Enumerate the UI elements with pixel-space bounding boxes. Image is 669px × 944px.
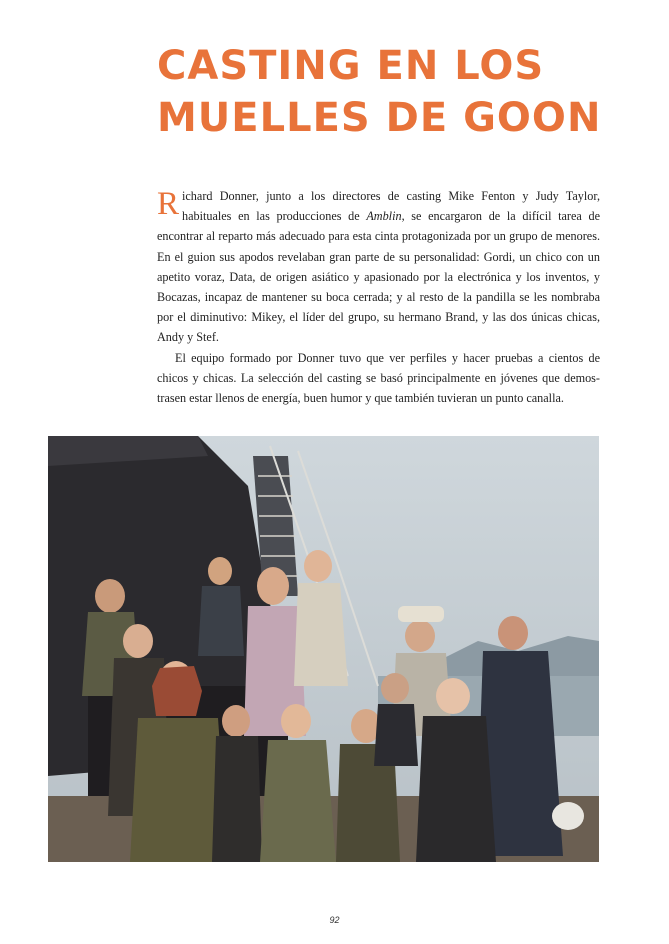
paragraph-1-text-a: ichard Donner, junto a los directores de casting Mike Fenton y Judy Taylor, habituales en las producciones de (182, 189, 600, 224)
drop-cap: R (157, 186, 180, 222)
cast-group-photo (48, 436, 599, 862)
paragraph-1-text-b: , se encargaron de la difícil tarea de encontrar al reparto más adecuado para esta cinta protagonizada por un grupo de menores. En el guion sus apodos revelaban gran parte de su personalidad: Gordi, un chico con un apetito voraz, Data, de origen asiático y apasionado por la electrónica y los inventos, y Bocazas, incapaz de mantener su boca cerrada; y al resto de la pandilla se les nombraba por el diminutivo: Mikey, el líder del grupo, su hermano Brand, y las dos únicas chicas, Andy y Stef. (157, 209, 600, 345)
paragraph-1 (157, 186, 600, 348)
article-body (157, 186, 600, 408)
film-title-amblin: Amblin (366, 209, 402, 224)
photo-illustration (48, 436, 599, 862)
title-line-2: MUELLES DE GOON (157, 95, 602, 141)
page-title (157, 40, 617, 144)
page-number: 92 (329, 915, 340, 925)
paragraph-2: El equipo formado por Donner tuvo que ver perfiles y hacer pruebas a cientos de chicos y chicas. La selección del casting se basó principalmente en jóvenes que demos-trasen estar llenos de energía, buen humor y que también tuvieran un punto canalla. (157, 350, 600, 406)
title-line-1: CASTING EN LOS (157, 43, 545, 89)
